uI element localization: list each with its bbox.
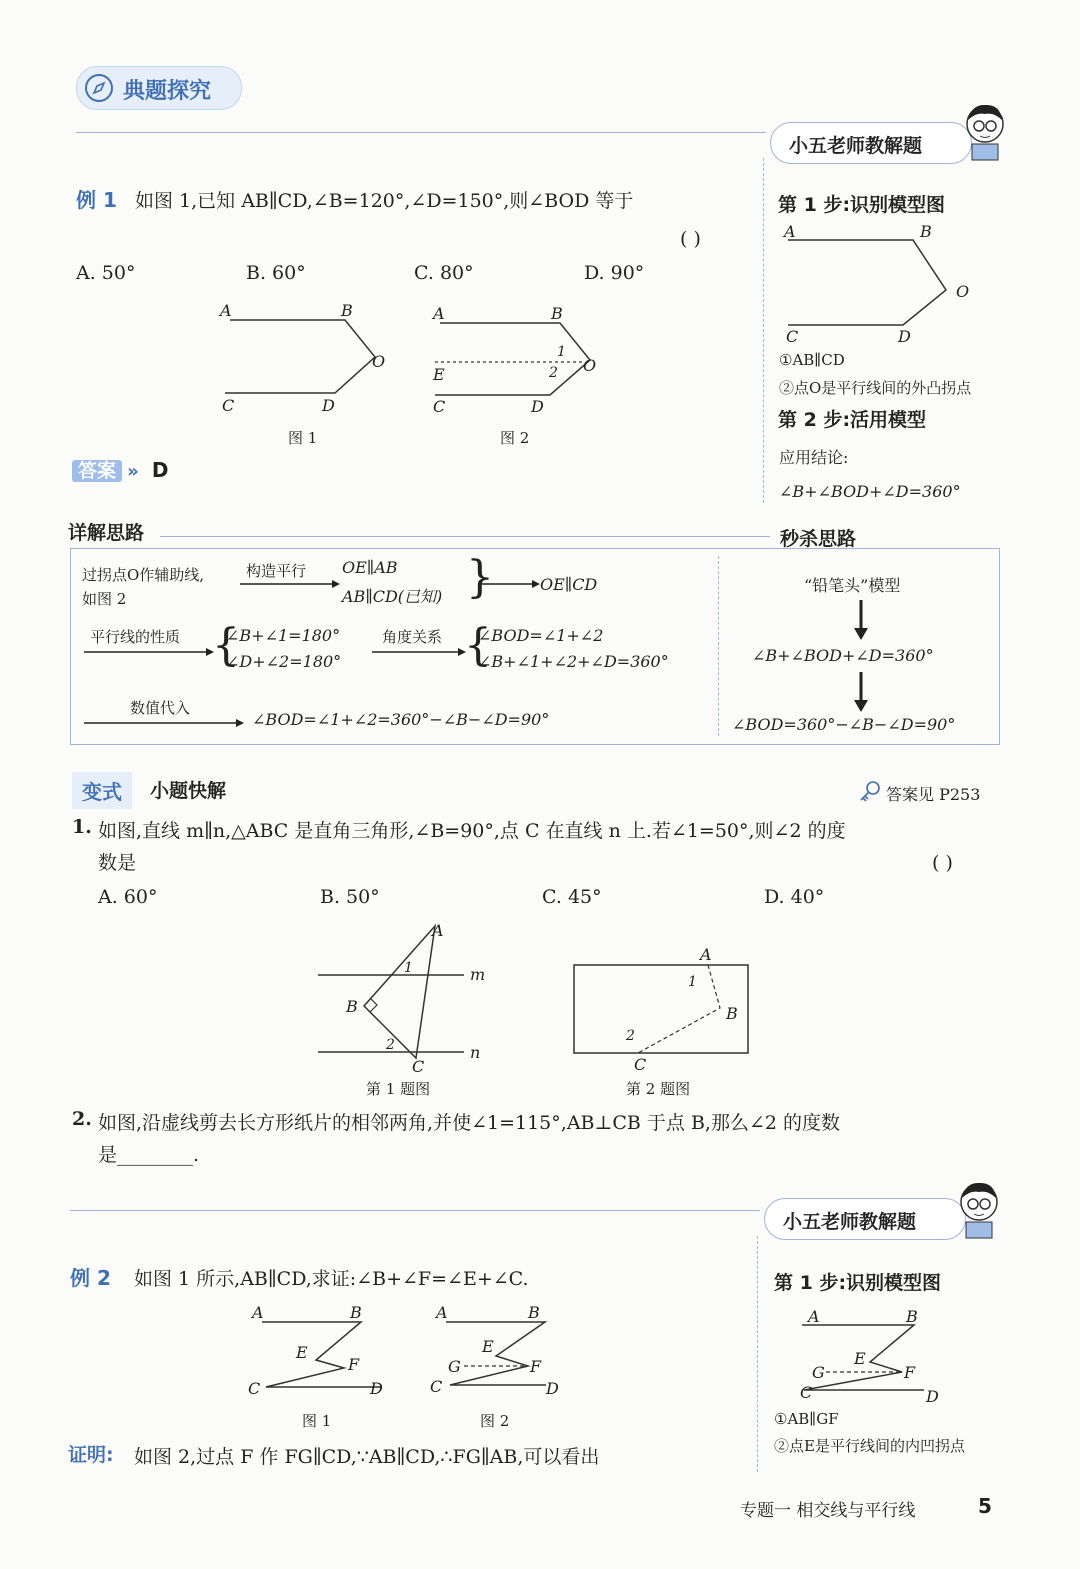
detail-r2-arrow-label: 平行线的性质 bbox=[90, 628, 181, 646]
side1-note1: ①AB∥CD bbox=[779, 351, 845, 369]
detail-r1-left2: 如图 2 bbox=[82, 590, 127, 608]
teacher-tab-1 bbox=[770, 122, 972, 164]
example2-figure-1 bbox=[244, 1300, 404, 1400]
detail-r2-arrow2-label: 角度关系 bbox=[382, 628, 443, 646]
answer-value: D bbox=[151, 458, 169, 482]
svg-text:m: m bbox=[470, 965, 486, 984]
q1-option-a: A. 60° bbox=[98, 886, 158, 908]
example1-figure-2 bbox=[425, 295, 615, 420]
detail-r2-b2: ∠D+∠2=180° bbox=[226, 652, 342, 671]
svg-text:A: A bbox=[433, 304, 445, 323]
svg-text:B: B bbox=[551, 304, 563, 323]
arrow-icon bbox=[84, 646, 214, 658]
svg-text:C: C bbox=[412, 1057, 425, 1076]
example2-fig2-caption: 图 2 bbox=[480, 1412, 510, 1430]
detail-r1-arrow-label: 构造平行 bbox=[246, 562, 307, 580]
quick-f2: ∠BOD=360°−∠B−∠D=90° bbox=[732, 715, 956, 734]
side1-formula: ∠B+∠BOD+∠D=360° bbox=[779, 482, 961, 501]
example1-fig1-caption: 图 1 bbox=[288, 429, 318, 447]
q1-option-b: B. 50° bbox=[320, 886, 380, 908]
lower-rule bbox=[70, 1210, 760, 1211]
svg-text:D: D bbox=[322, 396, 335, 415]
example1-paren: ( ) bbox=[680, 228, 701, 250]
side2-note2: ②点E是平行线间的内凹拐点 bbox=[774, 1437, 965, 1455]
svg-text:1: 1 bbox=[557, 344, 566, 360]
side-divider-2 bbox=[757, 1236, 758, 1472]
svg-text:B: B bbox=[920, 222, 932, 241]
quick-f1: ∠B+∠BOD+∠D=360° bbox=[752, 646, 934, 665]
svg-text:B: B bbox=[341, 301, 353, 320]
brace-icon: } bbox=[466, 552, 494, 603]
svg-text:2: 2 bbox=[549, 365, 558, 381]
brace-icon: { bbox=[212, 620, 240, 671]
q2-text-2: 是________. bbox=[98, 1144, 200, 1166]
variant-answer-ref: 答案见 P253 bbox=[886, 785, 981, 804]
svg-text:G: G bbox=[448, 1357, 461, 1376]
detail-r3-result: ∠BOD=∠1+∠2=360°−∠B−∠D=90° bbox=[252, 710, 550, 729]
arrow-icon bbox=[240, 578, 340, 590]
q1-option-d: D. 40° bbox=[764, 886, 825, 908]
q1-option-c: C. 45° bbox=[542, 886, 602, 908]
example2-question: 如图 1 所示,AB∥CD,求证:∠B+∠F=∠E+∠C. bbox=[134, 1268, 529, 1290]
example1-fig2-caption: 图 2 bbox=[500, 429, 530, 447]
compass-icon bbox=[83, 72, 115, 104]
brace-icon: { bbox=[464, 620, 492, 671]
q1-text-2: 数是 bbox=[98, 852, 137, 874]
side2-note1: ①AB∥GF bbox=[774, 1410, 839, 1428]
proof-label: 证明: bbox=[68, 1444, 114, 1466]
panel-divider bbox=[718, 556, 719, 736]
arrow-icon bbox=[372, 646, 466, 658]
detail-rule bbox=[160, 536, 770, 537]
svg-text:D: D bbox=[370, 1379, 383, 1398]
answer-label: 答案 bbox=[72, 460, 122, 482]
proof-text: 如图 2,过点 F 作 FG∥CD,∵AB∥CD,∴FG∥AB,可以看出 bbox=[134, 1446, 600, 1468]
example1-figure-1 bbox=[210, 295, 400, 420]
q2-number: 2. bbox=[72, 1108, 92, 1130]
svg-text:D: D bbox=[898, 327, 911, 346]
svg-text:F: F bbox=[904, 1363, 916, 1382]
section-badge bbox=[76, 66, 242, 110]
detail-r1-b2: AB∥CD(已知) bbox=[342, 587, 443, 606]
svg-text:E: E bbox=[854, 1349, 866, 1368]
teacher-avatar-icon bbox=[962, 100, 1008, 164]
svg-text:F: F bbox=[530, 1357, 542, 1376]
svg-text:O: O bbox=[583, 356, 597, 375]
svg-text:A: A bbox=[252, 1303, 264, 1322]
svg-text:A: A bbox=[436, 1303, 448, 1322]
detail-r1-left1: 过拐点O作辅助线, bbox=[82, 566, 205, 584]
q1-paren: ( ) bbox=[932, 852, 953, 874]
svg-text:B: B bbox=[726, 1004, 738, 1023]
down-arrow-icon bbox=[852, 600, 870, 640]
teacher-tab-2 bbox=[764, 1198, 966, 1240]
svg-text:C: C bbox=[430, 1377, 443, 1396]
detail-r2-c1: ∠BOD=∠1+∠2 bbox=[478, 626, 604, 645]
svg-text:B: B bbox=[350, 1303, 362, 1322]
example2-label: 例 2 bbox=[70, 1266, 111, 1290]
footer-chapter: 专题一 相交线与平行线 bbox=[740, 1501, 916, 1521]
variant-tag: 变式 bbox=[72, 772, 132, 809]
variant-title: 小题快解 bbox=[150, 780, 227, 802]
svg-text:C: C bbox=[433, 397, 446, 416]
svg-text:A: A bbox=[432, 921, 444, 940]
arrow-icon bbox=[84, 717, 244, 729]
section-title: 典题探究 bbox=[123, 79, 212, 104]
key-icon bbox=[858, 780, 882, 804]
side2-model-figure bbox=[774, 1300, 974, 1410]
svg-text:1: 1 bbox=[404, 960, 413, 976]
example2-fig1-caption: 图 1 bbox=[302, 1412, 332, 1430]
svg-text:C: C bbox=[248, 1379, 261, 1398]
svg-text:A: A bbox=[700, 945, 712, 964]
side1-note2: ②点O是平行线间的外凸拐点 bbox=[779, 379, 972, 397]
side1-apply: 应用结论: bbox=[779, 448, 849, 467]
answer-row: 答案 » D bbox=[72, 456, 168, 483]
side2-step1: 第 1 步:识别模型图 bbox=[774, 1272, 942, 1294]
q2-text-1: 如图,沿虚线剪去长方形纸片的相邻两角,并使∠1=115°,AB⊥CB 于点 B,那么∠2 的度数 bbox=[98, 1112, 840, 1134]
svg-text:F: F bbox=[348, 1355, 360, 1374]
svg-text:2: 2 bbox=[626, 1028, 635, 1044]
teacher-avatar-icon bbox=[956, 1178, 1002, 1242]
svg-text:B: B bbox=[528, 1303, 540, 1322]
detail-title: 详解思路 bbox=[68, 522, 145, 544]
svg-text:n: n bbox=[470, 1043, 481, 1062]
svg-text:D: D bbox=[926, 1387, 939, 1406]
svg-text:D: D bbox=[531, 397, 544, 416]
svg-text:O: O bbox=[372, 352, 386, 371]
detail-r1-result: OE∥CD bbox=[540, 575, 598, 594]
svg-text:2: 2 bbox=[386, 1037, 395, 1053]
svg-text:1: 1 bbox=[688, 974, 697, 990]
svg-text:G: G bbox=[812, 1363, 825, 1382]
q1-fig-caption: 第 1 题图 bbox=[366, 1080, 431, 1098]
side1-step1: 第 1 步:识别模型图 bbox=[778, 194, 946, 216]
svg-text:B: B bbox=[346, 997, 358, 1016]
example1-option-a: A. 50° bbox=[76, 262, 136, 284]
svg-text:C: C bbox=[786, 327, 799, 346]
q1-number: 1. bbox=[72, 816, 92, 838]
quick-model: “铅笔头”模型 bbox=[804, 576, 901, 595]
svg-text:C: C bbox=[222, 396, 235, 415]
svg-text:E: E bbox=[433, 365, 445, 384]
svg-text:O: O bbox=[956, 282, 970, 301]
top-rule bbox=[76, 132, 766, 133]
example1-option-b: B. 60° bbox=[246, 262, 306, 284]
example1-option-d: D. 90° bbox=[584, 262, 645, 284]
svg-text:A: A bbox=[220, 301, 232, 320]
down-arrow-icon bbox=[852, 672, 870, 712]
svg-text:A: A bbox=[808, 1307, 820, 1326]
arrow-icon bbox=[482, 578, 540, 590]
page-number: 5 bbox=[978, 1494, 992, 1518]
q1-text-1: 如图,直线 m∥n,△ABC 是直角三角形,∠B=90°,点 C 在直线 n 上.若∠1=50°,则∠2 的度 bbox=[98, 820, 846, 842]
example2-figure-2 bbox=[428, 1300, 588, 1400]
svg-text:C: C bbox=[800, 1383, 813, 1402]
q2-fig-caption: 第 2 题图 bbox=[626, 1080, 691, 1098]
side1-step2: 第 2 步:活用模型 bbox=[778, 409, 927, 431]
example1-question: 如图 1,已知 AB∥CD,∠B=120°,∠D=150°,则∠BOD 等于 bbox=[135, 190, 634, 212]
svg-text:E: E bbox=[296, 1343, 308, 1362]
teacher-tab-label: 小五老师教解题 bbox=[783, 1211, 917, 1233]
side-divider-1 bbox=[763, 158, 764, 503]
svg-text:A: A bbox=[784, 222, 796, 241]
svg-text:E: E bbox=[482, 1337, 494, 1356]
detail-r3-arrow-label: 数值代入 bbox=[130, 699, 191, 717]
detail-r2-b1: ∠B+∠1=180° bbox=[226, 626, 341, 645]
q2-figure bbox=[568, 940, 758, 1076]
quick-title: 秒杀思路 bbox=[780, 528, 857, 550]
svg-text:D: D bbox=[546, 1379, 559, 1398]
side1-model-figure bbox=[778, 220, 988, 348]
example1-option-c: C. 80° bbox=[414, 262, 474, 284]
example1-label: 例 1 bbox=[76, 188, 117, 212]
detail-r2-c2: ∠B+∠1+∠2+∠D=360° bbox=[478, 652, 669, 671]
teacher-tab-label: 小五老师教解题 bbox=[789, 135, 923, 157]
svg-text:C: C bbox=[634, 1055, 647, 1074]
svg-text:B: B bbox=[906, 1307, 918, 1326]
q1-figure bbox=[312, 918, 502, 1078]
detail-r1-b1: OE∥AB bbox=[342, 558, 398, 577]
